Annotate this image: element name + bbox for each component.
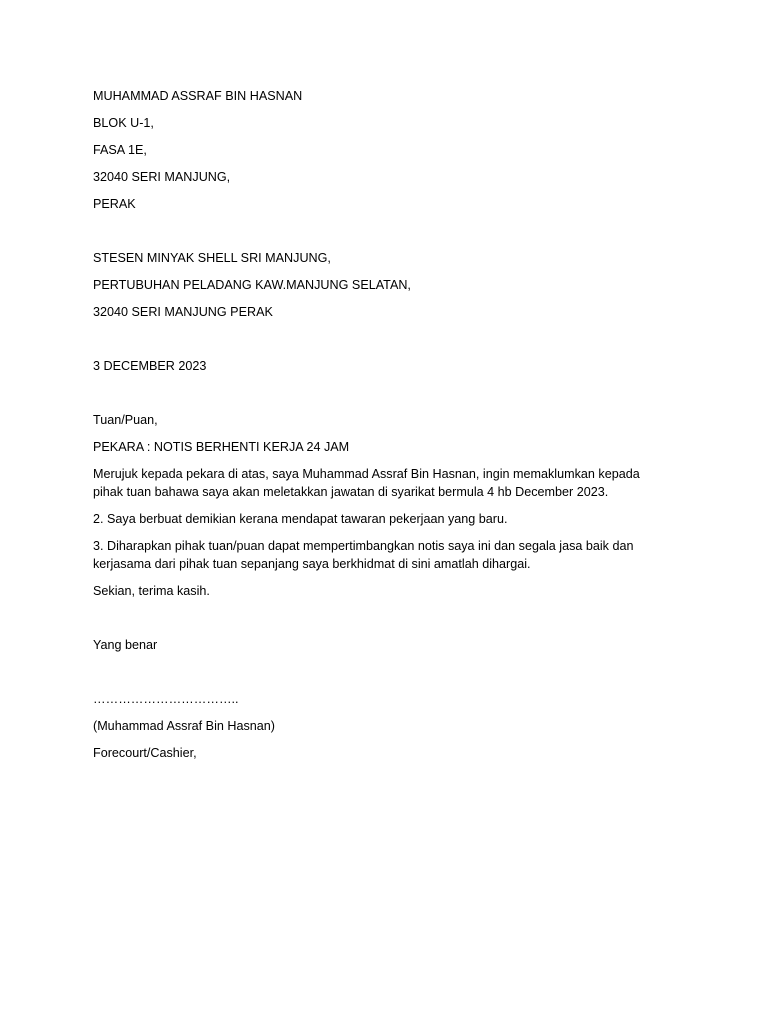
recipient-address-line: PERTUBUHAN PELADANG KAW.MANJUNG SELATAN, bbox=[93, 278, 411, 292]
sign-off: Yang benar bbox=[93, 638, 158, 652]
recipient-address-line: STESEN MINYAK SHELL SRI MANJUNG, bbox=[93, 251, 331, 265]
sender-name: MUHAMMAD ASSRAF BIN HASNAN bbox=[93, 89, 303, 103]
body-paragraph-1: Merujuk kepada pekara di atas, saya Muhammad Assraf Bin Hasnan, ingin memaklumkan kepada pihak tuan bahawa saya akan meletakkan jawatan di syarikat bermula 4 hb December 2023. bbox=[93, 467, 640, 499]
salutation: Tuan/Puan, bbox=[93, 413, 158, 427]
sender-address-line: 32040 SERI MANJUNG, bbox=[93, 170, 231, 184]
signer-name: (Muhammad Assraf Bin Hasnan) bbox=[93, 719, 275, 733]
sender-address-line: BLOK U-1, bbox=[93, 116, 154, 130]
body-paragraph-2: 2. Saya berbuat demikian kerana mendapat tawaran pekerjaan yang baru. bbox=[93, 512, 508, 526]
letter-date: 3 DECEMBER 2023 bbox=[93, 359, 207, 373]
signature-line: …………………………….. bbox=[93, 692, 239, 706]
sender-address-line: FASA 1E, bbox=[93, 143, 147, 157]
letter-page bbox=[93, 87, 673, 762]
signer-position: Forecourt/Cashier, bbox=[93, 746, 197, 760]
sender-address-line: PERAK bbox=[93, 197, 136, 211]
body-paragraph-3: 3. Diharapkan pihak tuan/puan dapat mempertimbangkan notis saya ini dan segala jasa baik dan kerjasama dari pihak tuan sepanjang saya berkhidmat di sini amatlah dihargai. bbox=[93, 539, 634, 571]
closing: Sekian, terima kasih. bbox=[93, 584, 210, 598]
letter-subject: PEKARA : NOTIS BERHENTI KERJA 24 JAM bbox=[93, 440, 350, 454]
recipient-address-line: 32040 SERI MANJUNG PERAK bbox=[93, 305, 273, 319]
